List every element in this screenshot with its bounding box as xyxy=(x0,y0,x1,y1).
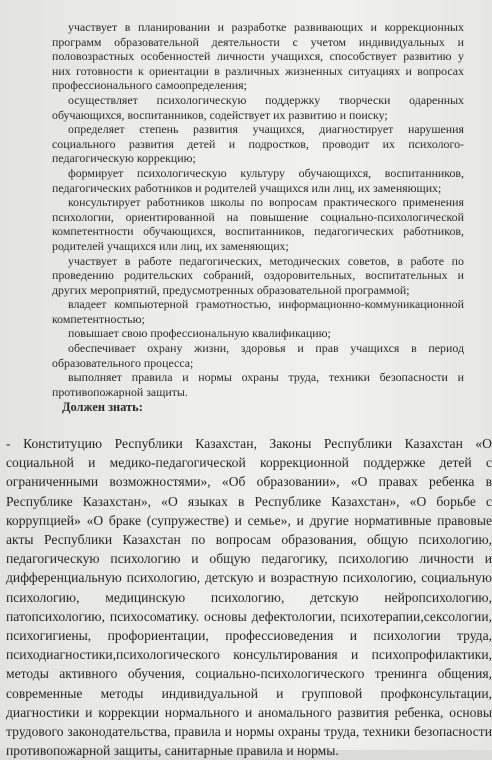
duty-item: обеспечивает охрану жизни, здоровья и прав учащихся в период образовательного процесса; xyxy=(52,341,464,370)
duty-item: владеет компьютерной грамотностью, информационно-коммуникационной компетентностью; xyxy=(52,297,464,326)
must-know-section xyxy=(6,434,492,760)
duty-item: осуществляет психологическую поддержку творчески одаренных обучающихся, воспитанников, содействует их развитию и поиску; xyxy=(52,92,464,122)
duty-item: консультирует работников школы по вопросам практического применения психологии, ориентированной на повышение социально-психологической компетентности обучающихся, воспитанников, педагогических работников, родителей учащихся или лиц, их заменяющих; xyxy=(52,195,464,253)
duty-item: выполняет правила и нормы охраны труда, техники безопасности и противопожарной защиты. xyxy=(52,370,464,399)
duty-item: участвует в работе педагогических, методических советов, в работе по проведению родительских собраний, оздоровительных, воспитательных и других мероприятий, предусмотренных образовательной программой; xyxy=(52,253,464,297)
duties-section xyxy=(52,20,464,415)
duty-item: участвует в планировании и разработке развивающих и коррекционных программ образовательной деятельности с учетом индивидуальных и половозрастных особенностей личности учащихся, способствует развитию у них готовности к ориентации в различных жизненных ситуациях и вопросах профессионального самоопределения; xyxy=(52,20,464,93)
must-know-text: - Конституцию Республики Казахстан, Законы Республики Казахстан «О социальной и медико-педагогической коррекционной поддержке детей с ограниченными возможностями», «Об образовании», «О правах ребенка в Республике Казахстан», «О языках в Республике Казахстан», «О борьбе с коррупцией» «О браке (супружестве) и семье», и другие нормативные правовые акты Республики Казахстан по вопросам образования, общую психологию, педагогическую психологию и общую педагогику, психологию личности и дифференциальную психологию, детскую и возрастную психологию, социальную психологию, медицинскую психологию, детскую нейропсихологию, патопсихологию, психосоматику. основы дефектологии, психотерапии,сексологии, психогигиены, профориентации, профессиоведения и психологии труда, психодиагностики,психологического консультирования и психопрофилактики, методы активного обучения, социально-психологического тренинга общения, современные методы индивидуальной и групповой профконсультации, диагностики и коррекции нормального и аномального развития ребенка, основы трудового законодательства, правила и нормы охраны труда, техники безопасности противопожарной защиты, санитарные правила и нормы. xyxy=(6,436,492,759)
duty-item: формирует психологическую культуру обучающихся, воспитанников, педагогических работников и родителей учащихся или лиц, их заменяющих; xyxy=(52,165,464,195)
duty-item: повышает свою профессиональную квалификацию; xyxy=(68,326,331,341)
must-know-heading: Должен знать: xyxy=(62,400,143,415)
duty-item: определяет степень развития учащихся, диагностирует нарушения социального развития детей и подростков, проводит их психолого-педагогическую коррекцию; xyxy=(52,122,464,166)
